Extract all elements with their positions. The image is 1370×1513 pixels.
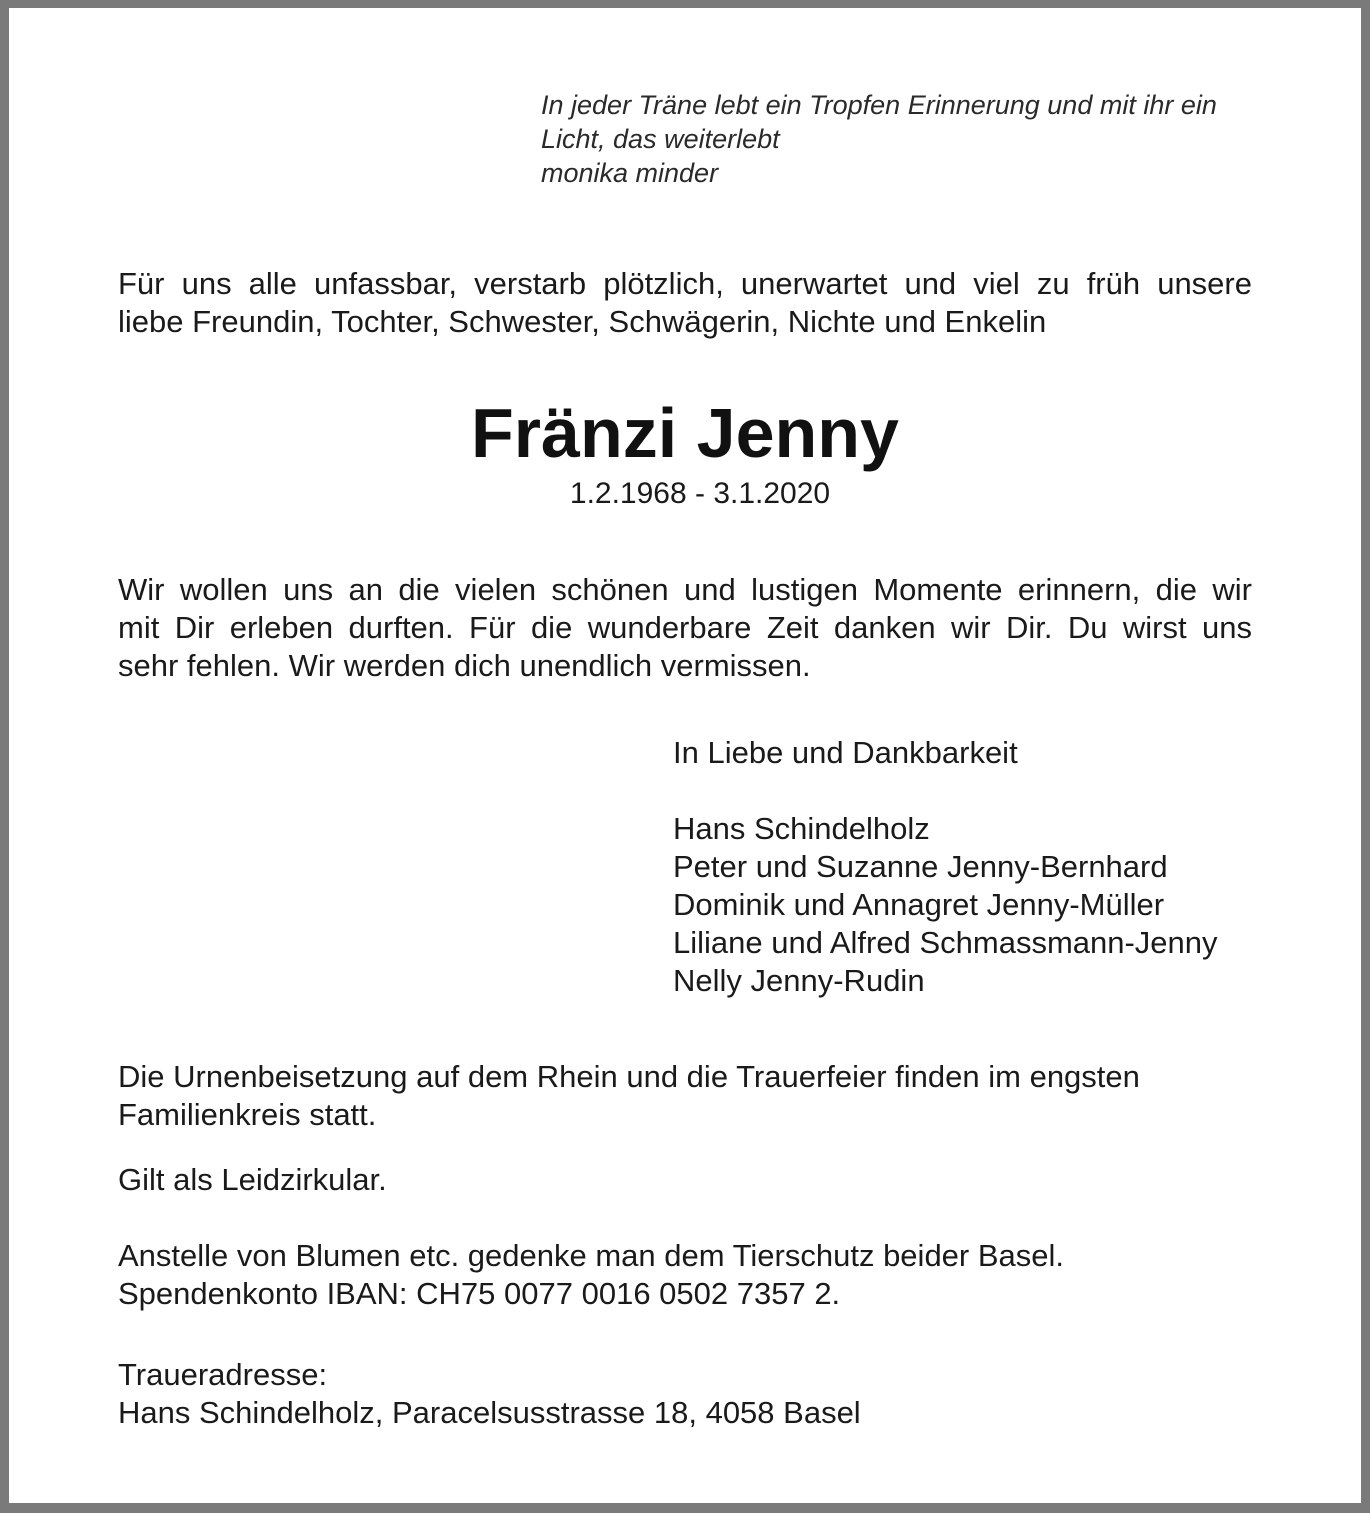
circular-note <box>118 1161 1252 1199</box>
life-dates: 1.2.1968 - 3.1.2020 <box>569 477 831 510</box>
donation-info <box>118 1237 1252 1313</box>
circular-text: Gilt als Leidzirkular. <box>118 1162 387 1197</box>
obituary-notice <box>9 8 1361 1503</box>
signature-block <box>673 734 1273 1000</box>
donation-line-1: Anstelle von Blumen etc. gedenke man dem Tierschutz beider Basel. <box>118 1238 1065 1273</box>
memory-text <box>118 571 1252 685</box>
mourner-item: Hans Schindelholz <box>673 811 930 846</box>
funeral-line-2: Familienkreis statt. <box>118 1097 377 1132</box>
quote-line-1: In jeder Träne lebt ein Tropfen Erinnerung und mit ihr ein <box>541 90 1217 120</box>
funeral-info <box>118 1058 1252 1134</box>
memory-line-1: Wir wollen uns an die vielen schönen und lustigen Momente erinnern, die wir <box>118 572 1252 607</box>
deceased-name: Fränzi Jenny <box>471 394 899 472</box>
memorial-quote <box>541 88 1261 190</box>
mourner-item: Dominik und Annagret Jenny-Müller <box>673 887 1165 922</box>
quote-line-2: Licht, das weiterlebt <box>541 124 780 154</box>
donation-line-2: Spendenkonto IBAN: CH75 0077 0016 0502 7357 2. <box>118 1276 841 1311</box>
spacer <box>673 772 1273 810</box>
closing-line: In Liebe und Dankbarkeit <box>673 735 1018 770</box>
intro-line-2: liebe Freundin, Tochter, Schwester, Schwägerin, Nichte und Enkelin <box>118 304 1047 339</box>
mourning-address <box>118 1356 1252 1432</box>
mourner-item: Peter und Suzanne Jenny-Bernhard <box>673 849 1168 884</box>
intro-text <box>118 265 1252 341</box>
mourner-item: Liliane und Alfred Schmassmann-Jenny <box>673 925 1218 960</box>
quote-author: monika minder <box>541 158 719 188</box>
funeral-line-1: Die Urnenbeisetzung auf dem Rhein und die Trauerfeier finden im engsten <box>118 1059 1140 1094</box>
memory-line-2: mit Dir erleben durften. Für die wunderbare Zeit danken wir Dir. Du wirst uns <box>118 610 1252 645</box>
memory-line-3: sehr fehlen. Wir werden dich unendlich vermissen. <box>118 648 811 683</box>
address-label: Traueradresse: <box>118 1357 328 1392</box>
intro-line-1: Für uns alle unfassbar, verstarb plötzlich, unerwartet und viel zu früh unsere <box>118 266 1252 301</box>
mourner-item: Nelly Jenny-Rudin <box>673 963 925 998</box>
address-value: Hans Schindelholz, Paracelsusstrasse 18, 4058 Basel <box>118 1395 861 1430</box>
